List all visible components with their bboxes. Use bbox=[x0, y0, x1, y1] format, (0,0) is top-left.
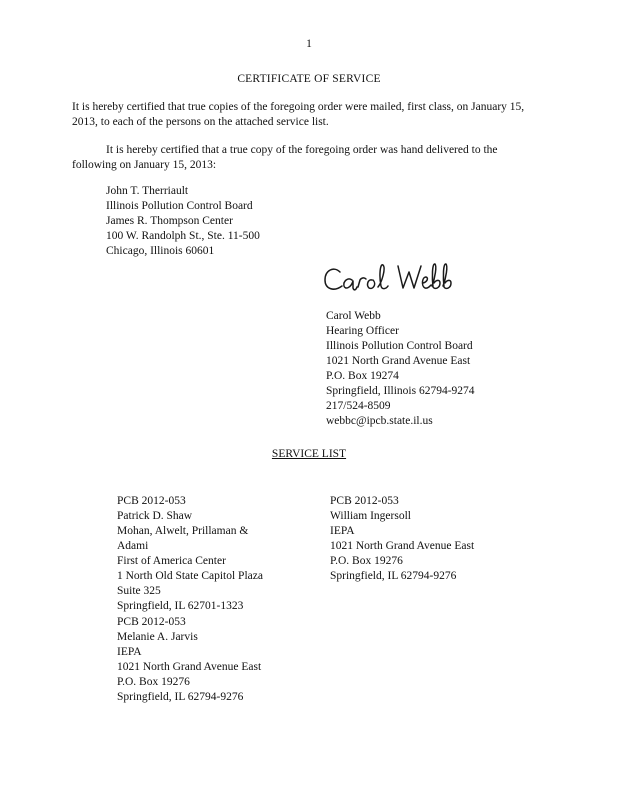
service-line: Adami bbox=[117, 540, 149, 552]
hand-delivered-address bbox=[106, 184, 260, 259]
service-line: IEPA bbox=[330, 525, 355, 537]
service-line: P.O. Box 19276 bbox=[117, 676, 190, 688]
address-line: 100 W. Randolph St., Ste. 11-500 bbox=[106, 230, 260, 242]
service-line: First of America Center bbox=[117, 555, 226, 567]
service-line: William Ingersoll bbox=[330, 510, 411, 522]
service-entry bbox=[330, 494, 474, 584]
service-line: P.O. Box 19276 bbox=[330, 555, 403, 567]
signer-block bbox=[326, 309, 475, 429]
signer-line: 1021 North Grand Avenue East bbox=[326, 355, 471, 367]
service-list-title: SERVICE LIST bbox=[271, 448, 347, 460]
service-line: Mohan, Alwelt, Prillaman & bbox=[117, 525, 249, 537]
signer-line: 217/524-8509 bbox=[326, 400, 391, 412]
service-line: Springfield, IL 62794-9276 bbox=[330, 570, 457, 582]
mailed-paragraph: It is hereby certified that true copies of the foregoing order were mailed, first class, on January 15, 2013, to each of the persons on the attached service list. bbox=[72, 101, 525, 128]
signer-line: Springfield, Illinois 62794-9274 bbox=[326, 385, 475, 397]
service-entry bbox=[117, 615, 261, 705]
certificate-title: CERTIFICATE OF SERVICE bbox=[237, 73, 381, 85]
page-number: 1 bbox=[306, 38, 312, 50]
hand-delivered-paragraph: It is hereby certified that a true copy of the foregoing order was hand delivered to the following on January 15, 2013: bbox=[72, 144, 498, 171]
address-line: John T. Therriault bbox=[106, 185, 189, 197]
handwritten-signature bbox=[322, 258, 472, 300]
service-line: IEPA bbox=[117, 646, 142, 658]
signature-text: Carol Webb bbox=[322, 258, 327, 259]
service-line: Patrick D. Shaw bbox=[117, 510, 193, 522]
signer-line: Carol Webb bbox=[326, 310, 381, 322]
service-entry bbox=[117, 494, 263, 614]
service-line: PCB 2012-053 bbox=[117, 495, 186, 507]
address-line: Chicago, Illinois 60601 bbox=[106, 245, 215, 257]
signer-line: Hearing Officer bbox=[326, 325, 399, 337]
service-line: 1021 North Grand Avenue East bbox=[117, 661, 262, 673]
signer-email: webbc@ipcb.state.il.us bbox=[326, 415, 433, 427]
service-line: Springfield, IL 62794-9276 bbox=[117, 691, 244, 703]
service-line: Melanie A. Jarvis bbox=[117, 631, 198, 643]
signer-line: Illinois Pollution Control Board bbox=[326, 340, 473, 352]
address-line: Illinois Pollution Control Board bbox=[106, 200, 253, 212]
service-line: 1 North Old State Capitol Plaza bbox=[117, 570, 263, 582]
service-line: Suite 325 bbox=[117, 585, 161, 597]
service-line: PCB 2012-053 bbox=[117, 616, 186, 628]
address-line: James R. Thompson Center bbox=[106, 215, 233, 227]
service-line: PCB 2012-053 bbox=[330, 495, 399, 507]
service-line: 1021 North Grand Avenue East bbox=[330, 540, 475, 552]
service-line: Springfield, IL 62701-1323 bbox=[117, 600, 244, 612]
signer-line: P.O. Box 19274 bbox=[326, 370, 399, 382]
